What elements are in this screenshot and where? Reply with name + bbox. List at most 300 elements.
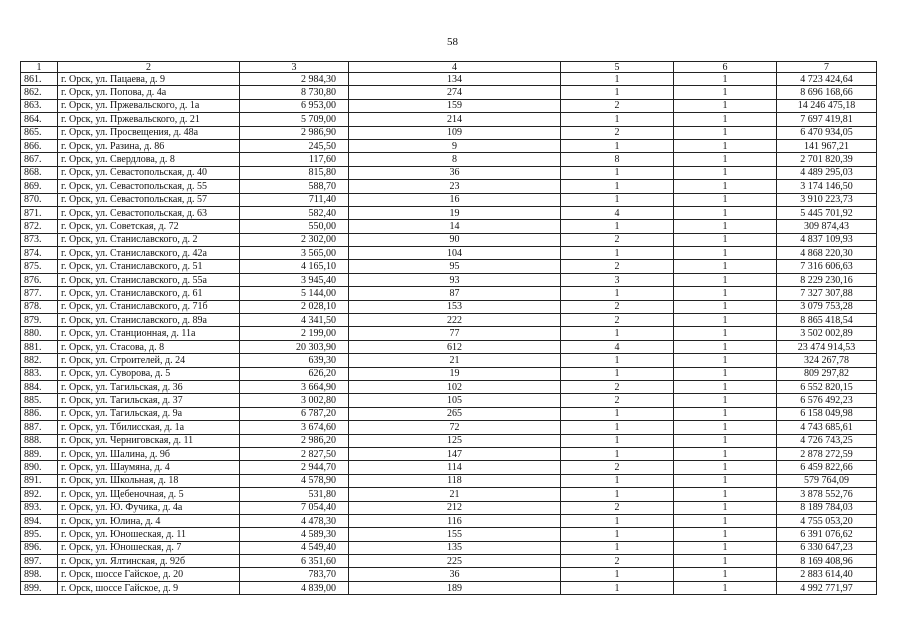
table-cell: 869. bbox=[21, 180, 58, 193]
table-cell: 2 bbox=[561, 260, 674, 273]
table-cell: 1 bbox=[674, 581, 777, 594]
table-cell: 20 303,90 bbox=[240, 340, 349, 353]
table-cell: 4 bbox=[561, 340, 674, 353]
table-cell: г. Орск, ул. Севастопольская, д. 40 bbox=[58, 166, 240, 179]
table-cell: 4 478,30 bbox=[240, 514, 349, 527]
table-cell: 1 bbox=[561, 180, 674, 193]
table-cell: 6 459 822,66 bbox=[777, 461, 877, 474]
table-cell: г. Орск, ул. Тагильская, д. 36 bbox=[58, 380, 240, 393]
table-cell: 9 bbox=[349, 139, 561, 152]
table-row bbox=[21, 113, 877, 126]
table-cell: г. Орск, ул. Попова, д. 4а bbox=[58, 86, 240, 99]
table-cell: 896. bbox=[21, 541, 58, 554]
table-row bbox=[21, 394, 877, 407]
table-cell: г. Орск, ул. Суворова, д. 5 bbox=[58, 367, 240, 380]
table-cell: 8 189 784,03 bbox=[777, 501, 877, 514]
table-cell: 1 bbox=[674, 273, 777, 286]
column-header: 2 bbox=[58, 62, 240, 73]
table-cell: 2 701 820,39 bbox=[777, 153, 877, 166]
table-cell: 36 bbox=[349, 568, 561, 581]
table-cell: 1 bbox=[561, 407, 674, 420]
table-cell: 6 158 049,98 bbox=[777, 407, 877, 420]
table-cell: 2 944,70 bbox=[240, 461, 349, 474]
table-row bbox=[21, 434, 877, 447]
table-cell: г. Орск, ул. Строителей, д. 24 bbox=[58, 354, 240, 367]
table-cell: 7 327 307,88 bbox=[777, 287, 877, 300]
table-row bbox=[21, 193, 877, 206]
table-cell: 4 bbox=[561, 206, 674, 219]
table-cell: 1 bbox=[674, 99, 777, 112]
table-cell: 873. bbox=[21, 233, 58, 246]
table-cell: 881. bbox=[21, 340, 58, 353]
table-row bbox=[21, 220, 877, 233]
table-cell: 880. bbox=[21, 327, 58, 340]
table-cell: 117,60 bbox=[240, 153, 349, 166]
table-cell: 1 bbox=[674, 541, 777, 554]
table-cell: 639,30 bbox=[240, 354, 349, 367]
table-cell: 1 bbox=[674, 514, 777, 527]
table-cell: г. Орск, ул. Станиславского, д. 42а bbox=[58, 247, 240, 260]
table-cell: 1 bbox=[674, 86, 777, 99]
table-cell: 1 bbox=[674, 340, 777, 353]
table-cell: 885. bbox=[21, 394, 58, 407]
table-cell: 6 330 647,23 bbox=[777, 541, 877, 554]
table-cell: 863. bbox=[21, 99, 58, 112]
table-row bbox=[21, 447, 877, 460]
table-row bbox=[21, 541, 877, 554]
table-cell: 3 002,80 bbox=[240, 394, 349, 407]
table-cell: 889. bbox=[21, 447, 58, 460]
table-cell: 147 bbox=[349, 447, 561, 460]
table-cell: 7 316 606,63 bbox=[777, 260, 877, 273]
table-cell: 887. bbox=[21, 421, 58, 434]
table-cell: 5 709,00 bbox=[240, 113, 349, 126]
table-cell: 14 bbox=[349, 220, 561, 233]
table-cell: 1 bbox=[674, 528, 777, 541]
table-cell: 1 bbox=[674, 354, 777, 367]
table-cell: 1 bbox=[561, 568, 674, 581]
table-cell: 3 945,40 bbox=[240, 273, 349, 286]
table-cell: 1 bbox=[561, 474, 674, 487]
table-cell: 1 bbox=[674, 206, 777, 219]
table-row bbox=[21, 367, 877, 380]
table-cell: 189 bbox=[349, 581, 561, 594]
table-row bbox=[21, 99, 877, 112]
table-cell: 6 953,00 bbox=[240, 99, 349, 112]
table-body bbox=[21, 73, 877, 595]
table-cell: 93 bbox=[349, 273, 561, 286]
table-cell: 862. bbox=[21, 86, 58, 99]
table-cell: 116 bbox=[349, 514, 561, 527]
table-cell: 1 bbox=[561, 581, 674, 594]
table-cell: 877. bbox=[21, 287, 58, 300]
table-cell: 861. bbox=[21, 73, 58, 86]
table-cell: 87 bbox=[349, 287, 561, 300]
table-cell: 1 bbox=[561, 514, 674, 527]
table-cell: 1 bbox=[674, 447, 777, 460]
table-cell: 878. bbox=[21, 300, 58, 313]
table-cell: 14 246 475,18 bbox=[777, 99, 877, 112]
table-cell: 1 bbox=[561, 354, 674, 367]
column-header: 5 bbox=[561, 62, 674, 73]
table-cell: 1 bbox=[561, 447, 674, 460]
table-cell: 3 664,90 bbox=[240, 380, 349, 393]
table-cell: 109 bbox=[349, 126, 561, 139]
table-cell: 883. bbox=[21, 367, 58, 380]
table-cell: г. Орск, ул. Щебеночная, д. 5 bbox=[58, 488, 240, 501]
table-cell: 1 bbox=[674, 488, 777, 501]
table-cell: 155 bbox=[349, 528, 561, 541]
table-cell: 19 bbox=[349, 367, 561, 380]
table-cell: 1 bbox=[674, 421, 777, 434]
table-cell: 274 bbox=[349, 86, 561, 99]
table-cell: г. Орск, ул. Пржевальского, д. 1а bbox=[58, 99, 240, 112]
table-cell: 1 bbox=[674, 394, 777, 407]
table-cell: 2 827,50 bbox=[240, 447, 349, 460]
table-cell: 871. bbox=[21, 206, 58, 219]
table-cell: 2 986,90 bbox=[240, 126, 349, 139]
table-cell: 3 bbox=[561, 273, 674, 286]
table-cell: 214 bbox=[349, 113, 561, 126]
table-cell: 1 bbox=[561, 488, 674, 501]
table-cell: 892. bbox=[21, 488, 58, 501]
table-cell: г. Орск, ул. Пацаева, д. 9 bbox=[58, 73, 240, 86]
table-cell: г. Орск, ул. Севастопольская, д. 55 bbox=[58, 180, 240, 193]
table-row bbox=[21, 180, 877, 193]
table-row bbox=[21, 153, 877, 166]
table-cell: 1 bbox=[674, 113, 777, 126]
table-cell: 1 bbox=[561, 421, 674, 434]
table-cell: 894. bbox=[21, 514, 58, 527]
table-row bbox=[21, 421, 877, 434]
table-cell: 1 bbox=[674, 555, 777, 568]
table-cell: 588,70 bbox=[240, 180, 349, 193]
table-cell: 2 bbox=[561, 380, 674, 393]
table-row bbox=[21, 260, 877, 273]
table-cell: 3 674,60 bbox=[240, 421, 349, 434]
table-cell: 72 bbox=[349, 421, 561, 434]
table-cell: 245,50 bbox=[240, 139, 349, 152]
table-row bbox=[21, 126, 877, 139]
table-cell: 7 697 419,81 bbox=[777, 113, 877, 126]
table-cell: г. Орск, ул. Тагильская, д. 9а bbox=[58, 407, 240, 420]
table-cell: г. Орск, ул. Ю. Фучика, д. 4а bbox=[58, 501, 240, 514]
table-cell: 1 bbox=[561, 247, 674, 260]
table-cell: 626,20 bbox=[240, 367, 349, 380]
table-row bbox=[21, 474, 877, 487]
table-cell: 2 bbox=[561, 300, 674, 313]
table-cell: 1 bbox=[674, 434, 777, 447]
table-cell: 897. bbox=[21, 555, 58, 568]
table-cell: 8 696 168,66 bbox=[777, 86, 877, 99]
table-cell: 1 bbox=[561, 287, 674, 300]
table-cell: 1 bbox=[561, 193, 674, 206]
table-cell: г. Орск, ул. Советская, д. 72 bbox=[58, 220, 240, 233]
table-row bbox=[21, 73, 877, 86]
table-cell: 875. bbox=[21, 260, 58, 273]
table-cell: 2 302,00 bbox=[240, 233, 349, 246]
column-header: 6 bbox=[674, 62, 777, 73]
table-cell: 21 bbox=[349, 488, 561, 501]
column-header: 1 bbox=[21, 62, 58, 73]
table-cell: г. Орск, ул. Станиславского, д. 2 bbox=[58, 233, 240, 246]
table-row bbox=[21, 233, 877, 246]
table-cell: 2 028,10 bbox=[240, 300, 349, 313]
table-cell: 1 bbox=[674, 233, 777, 246]
table-cell: г. Орск, ул. Юношеская, д. 11 bbox=[58, 528, 240, 541]
column-header: 3 bbox=[240, 62, 349, 73]
table-cell: 77 bbox=[349, 327, 561, 340]
table-cell: 890. bbox=[21, 461, 58, 474]
table-cell: 1 bbox=[561, 166, 674, 179]
table-cell: 2 bbox=[561, 233, 674, 246]
table-cell: 550,00 bbox=[240, 220, 349, 233]
column-header: 4 bbox=[349, 62, 561, 73]
table-cell: 6 351,60 bbox=[240, 555, 349, 568]
table-cell: 1 bbox=[674, 247, 777, 260]
table-cell: 899. bbox=[21, 581, 58, 594]
table-row bbox=[21, 300, 877, 313]
table-cell: 4 839,00 bbox=[240, 581, 349, 594]
table-row bbox=[21, 501, 877, 514]
table-cell: 2 bbox=[561, 461, 674, 474]
table-cell: 3 878 552,76 bbox=[777, 488, 877, 501]
table-cell: 4 755 053,20 bbox=[777, 514, 877, 527]
table-cell: 153 bbox=[349, 300, 561, 313]
table-cell: г. Орск, ул. Станиславского, д. 71б bbox=[58, 300, 240, 313]
table-cell: 225 bbox=[349, 555, 561, 568]
table-cell: 5 144,00 bbox=[240, 287, 349, 300]
table-cell: 8 bbox=[561, 153, 674, 166]
table-cell: 159 bbox=[349, 99, 561, 112]
table-cell: г. Орск, шоссе Гайское, д. 9 bbox=[58, 581, 240, 594]
table-cell: 893. bbox=[21, 501, 58, 514]
table-cell: 4 743 685,61 bbox=[777, 421, 877, 434]
table-cell: 886. bbox=[21, 407, 58, 420]
table-cell: г. Орск, ул. Станиславского, д. 51 bbox=[58, 260, 240, 273]
table-cell: 4 165,10 bbox=[240, 260, 349, 273]
table-row bbox=[21, 488, 877, 501]
table-cell: 21 bbox=[349, 354, 561, 367]
table-cell: 1 bbox=[674, 153, 777, 166]
header-row bbox=[21, 62, 877, 73]
table-row bbox=[21, 86, 877, 99]
column-header: 7 bbox=[777, 62, 877, 73]
table-cell: 876. bbox=[21, 273, 58, 286]
table-cell: 1 bbox=[561, 86, 674, 99]
table-cell: 125 bbox=[349, 434, 561, 447]
table-cell: 1 bbox=[674, 501, 777, 514]
table-cell: 2 984,30 bbox=[240, 73, 349, 86]
table-cell: г. Орск, ул. Тбилисская, д. 1а bbox=[58, 421, 240, 434]
table-cell: г. Орск, ул. Юношеская, д. 7 bbox=[58, 541, 240, 554]
table-cell: 6 470 934,05 bbox=[777, 126, 877, 139]
table-cell: 1 bbox=[674, 300, 777, 313]
table-row bbox=[21, 407, 877, 420]
table-cell: 4 723 424,64 bbox=[777, 73, 877, 86]
table-cell: 265 bbox=[349, 407, 561, 420]
table-row bbox=[21, 273, 877, 286]
table-cell: 4 589,30 bbox=[240, 528, 349, 541]
table-cell: 1 bbox=[674, 180, 777, 193]
table-cell: г. Орск, ул. Просвещения, д. 48а bbox=[58, 126, 240, 139]
table-cell: г. Орск, ул. Школьная, д. 18 bbox=[58, 474, 240, 487]
table-cell: г. Орск, ул. Шалина, д. 9б bbox=[58, 447, 240, 460]
table-cell: 36 bbox=[349, 166, 561, 179]
table-row bbox=[21, 327, 877, 340]
table-cell: 1 bbox=[561, 541, 674, 554]
table-cell: г. Орск, ул. Станиславского, д. 55а bbox=[58, 273, 240, 286]
table-cell: 4 837 109,93 bbox=[777, 233, 877, 246]
table-cell: 882. bbox=[21, 354, 58, 367]
table-cell: 118 bbox=[349, 474, 561, 487]
table-cell: 870. bbox=[21, 193, 58, 206]
table-cell: 809 297,82 bbox=[777, 367, 877, 380]
table-cell: 884. bbox=[21, 380, 58, 393]
table-cell: 1 bbox=[674, 327, 777, 340]
table-cell: 2 bbox=[561, 501, 674, 514]
table-cell: 1 bbox=[674, 380, 777, 393]
table-cell: 3 565,00 bbox=[240, 247, 349, 260]
table-row bbox=[21, 514, 877, 527]
table-cell: 1 bbox=[674, 407, 777, 420]
table-cell: 1 bbox=[674, 474, 777, 487]
table-cell: 1 bbox=[561, 220, 674, 233]
table-cell: 8 865 418,54 bbox=[777, 314, 877, 327]
table-cell: 102 bbox=[349, 380, 561, 393]
table-cell: 879. bbox=[21, 314, 58, 327]
table-row bbox=[21, 528, 877, 541]
table-cell: 16 bbox=[349, 193, 561, 206]
table-cell: г. Орск, ул. Пржевальского, д. 21 bbox=[58, 113, 240, 126]
table-cell: 1 bbox=[674, 314, 777, 327]
table-cell: 1 bbox=[674, 126, 777, 139]
table-cell: 4 489 295,03 bbox=[777, 166, 877, 179]
table-cell: г. Орск, ул. Станционная, д. 11а bbox=[58, 327, 240, 340]
table-cell: 868. bbox=[21, 166, 58, 179]
table-cell: 895. bbox=[21, 528, 58, 541]
table-row bbox=[21, 461, 877, 474]
table-row bbox=[21, 139, 877, 152]
table-cell: 1 bbox=[674, 260, 777, 273]
table-cell: 3 174 146,50 bbox=[777, 180, 877, 193]
table-row bbox=[21, 354, 877, 367]
table-cell: 1 bbox=[674, 166, 777, 179]
table-cell: 1 bbox=[561, 367, 674, 380]
page-number: 58 bbox=[447, 36, 458, 48]
table-cell: г. Орск, ул. Станиславского, д. 89а bbox=[58, 314, 240, 327]
table-cell: 866. bbox=[21, 139, 58, 152]
table-cell: 6 787,20 bbox=[240, 407, 349, 420]
table-cell: 4 992 771,97 bbox=[777, 581, 877, 594]
table-cell: 2 bbox=[561, 99, 674, 112]
table-cell: 141 967,21 bbox=[777, 139, 877, 152]
table-cell: 2 883 614,40 bbox=[777, 568, 877, 581]
table-cell: 872. bbox=[21, 220, 58, 233]
table-cell: 114 bbox=[349, 461, 561, 474]
table-cell: г. Орск, ул. Тагильская, д. 37 bbox=[58, 394, 240, 407]
table-row bbox=[21, 568, 877, 581]
table-cell: 2 986,20 bbox=[240, 434, 349, 447]
table-row bbox=[21, 206, 877, 219]
table-cell: г. Орск, ул. Черниговская, д. 11 bbox=[58, 434, 240, 447]
table-cell: 2 bbox=[561, 126, 674, 139]
table-cell: 1 bbox=[674, 287, 777, 300]
table-cell: 1 bbox=[561, 139, 674, 152]
table-cell: 4 341,50 bbox=[240, 314, 349, 327]
table-cell: 3 502 002,89 bbox=[777, 327, 877, 340]
table-cell: г. Орск, ул. Ялтинская, д. 92б bbox=[58, 555, 240, 568]
table-cell: 1 bbox=[674, 568, 777, 581]
table-cell: 1 bbox=[674, 367, 777, 380]
table-cell: 324 267,78 bbox=[777, 354, 877, 367]
housing-table bbox=[20, 61, 877, 595]
table-cell: 90 bbox=[349, 233, 561, 246]
table-cell: 579 764,09 bbox=[777, 474, 877, 487]
table-cell: 1 bbox=[674, 139, 777, 152]
table-cell: 309 874,43 bbox=[777, 220, 877, 233]
table-cell: 711,40 bbox=[240, 193, 349, 206]
table-cell: 2 bbox=[561, 314, 674, 327]
table-cell: 867. bbox=[21, 153, 58, 166]
table-row bbox=[21, 380, 877, 393]
table-row bbox=[21, 314, 877, 327]
table-row bbox=[21, 247, 877, 260]
table-cell: 1 bbox=[674, 193, 777, 206]
table-cell: 8 229 230,16 bbox=[777, 273, 877, 286]
table-header bbox=[21, 62, 877, 73]
table-cell: 864. bbox=[21, 113, 58, 126]
table-cell: г. Орск, ул. Шаумяна, д. 4 bbox=[58, 461, 240, 474]
table-cell: 1 bbox=[561, 73, 674, 86]
table-cell: 815,80 bbox=[240, 166, 349, 179]
table-cell: 531,80 bbox=[240, 488, 349, 501]
table-row bbox=[21, 581, 877, 594]
table-row bbox=[21, 287, 877, 300]
table-cell: 898. bbox=[21, 568, 58, 581]
table-cell: 1 bbox=[561, 327, 674, 340]
table-cell: г. Орск, ул. Юлина, д. 4 bbox=[58, 514, 240, 527]
table-cell: г. Орск, ул. Стасова, д. 8 bbox=[58, 340, 240, 353]
table-cell: 4 549,40 bbox=[240, 541, 349, 554]
table-cell: 6 576 492,23 bbox=[777, 394, 877, 407]
table-cell: 888. bbox=[21, 434, 58, 447]
table-cell: г. Орск, ул. Разина, д. 86 bbox=[58, 139, 240, 152]
table-cell: 135 bbox=[349, 541, 561, 554]
table-cell: 1 bbox=[561, 113, 674, 126]
table-cell: г. Орск, шоссе Гайское, д. 20 bbox=[58, 568, 240, 581]
table-cell: г. Орск, ул. Свердлова, д. 8 bbox=[58, 153, 240, 166]
table-cell: 1 bbox=[674, 73, 777, 86]
table-cell: г. Орск, ул. Севастопольская, д. 57 bbox=[58, 193, 240, 206]
table-cell: 6 552 820,15 bbox=[777, 380, 877, 393]
table-cell: 1 bbox=[674, 220, 777, 233]
table-cell: 7 054,40 bbox=[240, 501, 349, 514]
table-cell: 8 730,80 bbox=[240, 86, 349, 99]
table-cell: 2 bbox=[561, 555, 674, 568]
table-cell: 874. bbox=[21, 247, 58, 260]
table-cell: 4 726 743,25 bbox=[777, 434, 877, 447]
table-cell: 4 868 220,30 bbox=[777, 247, 877, 260]
table-cell: 4 578,90 bbox=[240, 474, 349, 487]
table-cell: 3 079 753,28 bbox=[777, 300, 877, 313]
table-cell: 104 bbox=[349, 247, 561, 260]
table-cell: 582,40 bbox=[240, 206, 349, 219]
table-cell: 2 878 272,59 bbox=[777, 447, 877, 460]
table-cell: 612 bbox=[349, 340, 561, 353]
table-cell: 2 199,00 bbox=[240, 327, 349, 340]
table-cell: 134 bbox=[349, 73, 561, 86]
